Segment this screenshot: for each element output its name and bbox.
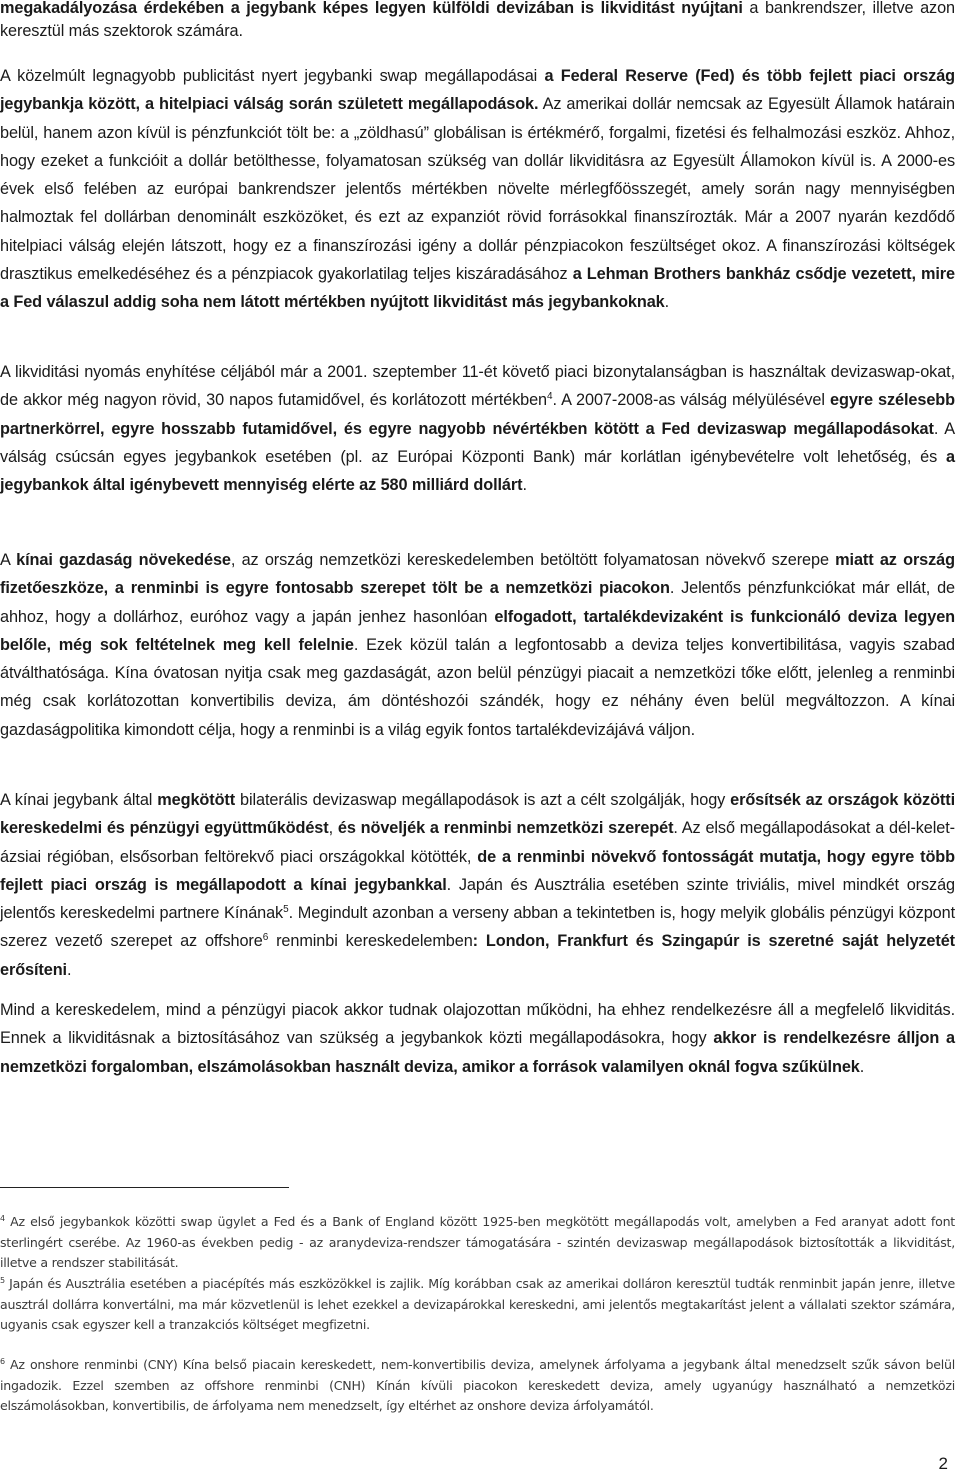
text-run: A kínai jegybank által [0, 791, 158, 809]
text-run: , [328, 819, 338, 838]
text-run: Mind a kereskedelem, mind a pénzügyi piacok akkor tudnak olajozottan működni, ha ehhez rendelkezésre áll a megfelelő likviditás. Ennek a likviditásnak a biztosításához van szükség a jegybankok közti megállapodásokra, hogy [0, 1001, 955, 1048]
bold-text: : London, Frankfurt és Szingapúr is szeretné saját helyzetét erősíteni [0, 932, 955, 979]
text-run: . A válság csúcsán egyes jegybankok esetében (pl. az Európai Központi Bank) már korlátlan igénybevételre volt lehetőség, és [0, 419, 955, 466]
footnote [0, 1355, 955, 1417]
text-run: . Az első megállapodásokat a dél-kelet-ázsiai régióban, elsősorban feltörekvő piaci országokkal kötötték, [0, 819, 955, 866]
bold-text: a Federal Reserve (Fed) és több fejlett piaci ország jegybankja között, a hitelpiaci válság során született megállapodások. [0, 67, 955, 114]
text-run: , az ország nemzetközi kereskedelemben betöltött folyamatosan növekvő szerepe [230, 551, 836, 569]
bold-text: egyre szélesebb partnerkörrel, egyre hosszabb futamidővel, és egyre nagyobb névértékben kötött a Fed devizaswap megállapodásokat [0, 391, 955, 438]
text-run: Az amerikai dollár nemcsak az Egyesült Államok határain belül, hanem azon kívül is pénzfunkciót tölt be: a „zöldhasú” globálisan is értékmérő, forgalmi, fizetési és felhalmozási eszköz. Ahhoz, hogy ezeket a funkcióit a dollár betölthesse, folyamatosan szükség van dollár likviditásra az Egyesült Államokon kívül is. A 2000-es évek első felében az európai bankrendszer jelentős mértékben növelte mérlegfőösszegét, amely során nagy mennyiségben halmoztak fel dollárban denominált eszközöket, és ezt az expanziót rövid forrásokkal finanszírozták. Már a 2007 nyarán kezdődő hitelpiaci válság elején látszott, hogy ez a finanszírozási igény a dollár pénzpiacokon feszültséget okoz. A finanszírozási költségek drasztikus emelkedéséhez és a pénzpiacok gyakorlatilag teljes kiszáradásához [0, 95, 955, 284]
bold-text: megakadályozása érdekében a jegybank képes legyen külföldi devizában is likviditást nyújtani [0, 0, 743, 17]
bold-text: és növeljék a renminbi nemzetközi szerepét [337, 819, 674, 838]
bold-text: kínai gazdaság növekedése [16, 551, 231, 569]
footnote-text: Az onshore renminbi (CNY) Kína belső piacain kereskedett, nem-konvertibilis deviza, amelynek árfolyama a jegybank által menedzselt szűk sávon belül ingadozik. Ezzel szemben az offshore renminbi (CNH) Kínán kívüli piacokon kereskedett deviza, amely ugyanúgy használható a nemzetközi elszámolásokban, konvertibilis, de árfolyama nem menedzselt, így eltérhet az onshore deviza árfolyamától. [0, 1357, 955, 1414]
paragraph [0, 62, 955, 317]
footnote-ref: 5 [283, 904, 289, 916]
text-run: . A 2007-2008-as válság mélyülésével [552, 391, 831, 410]
text-run: bilaterális devizaswap megállapodások is azt a célt szolgálják, hogy [235, 791, 731, 809]
footnote-separator [0, 1187, 289, 1188]
paragraph [0, 0, 955, 43]
text-run: . [859, 1057, 865, 1076]
paragraph [0, 358, 955, 499]
footnote [0, 1212, 955, 1274]
footnote [0, 1274, 955, 1336]
bold-text: miatt az ország fizetőeszköze, a renminbi is egyre fontosabb szerepet tölt be a nemzetközi piacokon [0, 551, 955, 598]
text-run: a bankrendszer, illetve azon keresztül más szektorok számára. [0, 0, 955, 40]
text-run: A közelmúlt legnagyobb publicitást nyert jegybanki swap megállapodásai [0, 67, 545, 85]
paragraph [0, 996, 955, 1081]
bold-text: de a renminbi növekvő fontosságát mutatja, hogy egyre több fejlett piaci ország is megállapodott a kínai jegybankkal [0, 847, 955, 894]
paragraph [0, 546, 955, 744]
paragraph [0, 786, 955, 984]
text-run: A likviditási nyomás enyhítése céljából már a 2001. szeptember 11-ét követő piaci bizonytalanságban is használtak devizaswap-okat, de akkor még nagyon rövid, 30 napos futamidővel, és korlátozott mértékben [0, 363, 955, 410]
bold-text: megkötött [157, 791, 236, 809]
text-run: renminbi kereskedelemben [268, 932, 473, 951]
footnote-mark: 6 [0, 1357, 5, 1366]
bold-text: a jegybankok által igénybevett mennyiség elérte az 580 milliárd dollárt [0, 447, 955, 495]
bold-text: akkor is rendelkezésre álljon a nemzetközi forgalomban, elszámolásokban használt deviza, amikor a források valamilyen oknál fogva szűkülnek [0, 1029, 955, 1076]
bold-text: a Lehman Brothers bankház csődje vezetett, mire a Fed válaszul addig soha nem látott mértékben nyújtott likviditást más jegybankoknak [0, 265, 955, 312]
bold-text: erősítsék az országok közötti kereskedelmi és pénzügyi együttműködést [0, 791, 956, 838]
text-run: A [0, 551, 17, 569]
footnote-text: Az első jegybankok közötti swap ügylet a Fed és a Bank of England között 1925-ben megkötött megállapodás volt, amelyben a Fed aranyat adott font sterlingért cserébe. Az 1960-as években pedig - az aranydeviza-rendszer támogatására - szintén devizaswap megállapodások biztosították a likviditást, illetve a rendszer stabilitását. [0, 1214, 955, 1271]
text-run: . [66, 960, 72, 979]
footnote-mark: 4 [0, 1214, 5, 1223]
text-run: . Megindult azonban a verseny abban a tekintetben is, hogy melyik globális pénzügyi központ szerez vezető szerepet az offshore [0, 904, 955, 951]
footnote-ref: 4 [547, 391, 553, 403]
footnote-mark: 5 [0, 1276, 5, 1285]
text-run: . [664, 293, 670, 312]
text-run: . Ezek közül talán a legfontosabb a deviza teljes konvertibilitása, vagyis szabad átválthatósága. Kína óvatosan nyitja csak meg gazdaságát, azon belül pénzügyi piacait a nemzetközi tőke előtt, jelenleg a renminbi még csak korlátozottan konvertibilis deviza, ám döntéshozói szándék, hogy ez néhány éven belül megváltozzon. A kínai gazdaságpolitika kimondott célja, hogy a renminbi is a világ egyik fontos tartalékdevizájává váljon. [0, 635, 955, 739]
bold-text: elfogadott, tartalékdevizaként is funkcionáló deviza legyen belőle, még sok feltételnek meg kell felelnie [0, 607, 956, 654]
text-run: . Japán és Ausztrália esetében szinte triviális, mivel mindkét ország jelentős kereskedelmi partnere Kínának [0, 875, 955, 923]
text-run: . Jelentős pénzfunkciókat már ellát, de ahhoz, hogy a dollárhoz, euróhoz vagy a japán jenhez hasonlóan [0, 579, 955, 626]
text-run: . [522, 476, 527, 495]
page-number: 2 [938, 1454, 948, 1473]
footnote-ref: 6 [262, 932, 269, 944]
footnote-text: Japán és Ausztrália esetében a piacépítés más eszközökkel is zajlik. Míg korábban csak az amerikai dolláron keresztül tudták renminbit japán jenre, illetve ausztrál dollárra konvertálni, ma már közvetlenül is lehet ezekkel a devizapárokkal kereskedni, ami jelentős megtakarítást jelent a vállalati szektor számára, ugyanis csak egyszer kell a tranzakciós költséget megfizetni. [0, 1276, 955, 1333]
